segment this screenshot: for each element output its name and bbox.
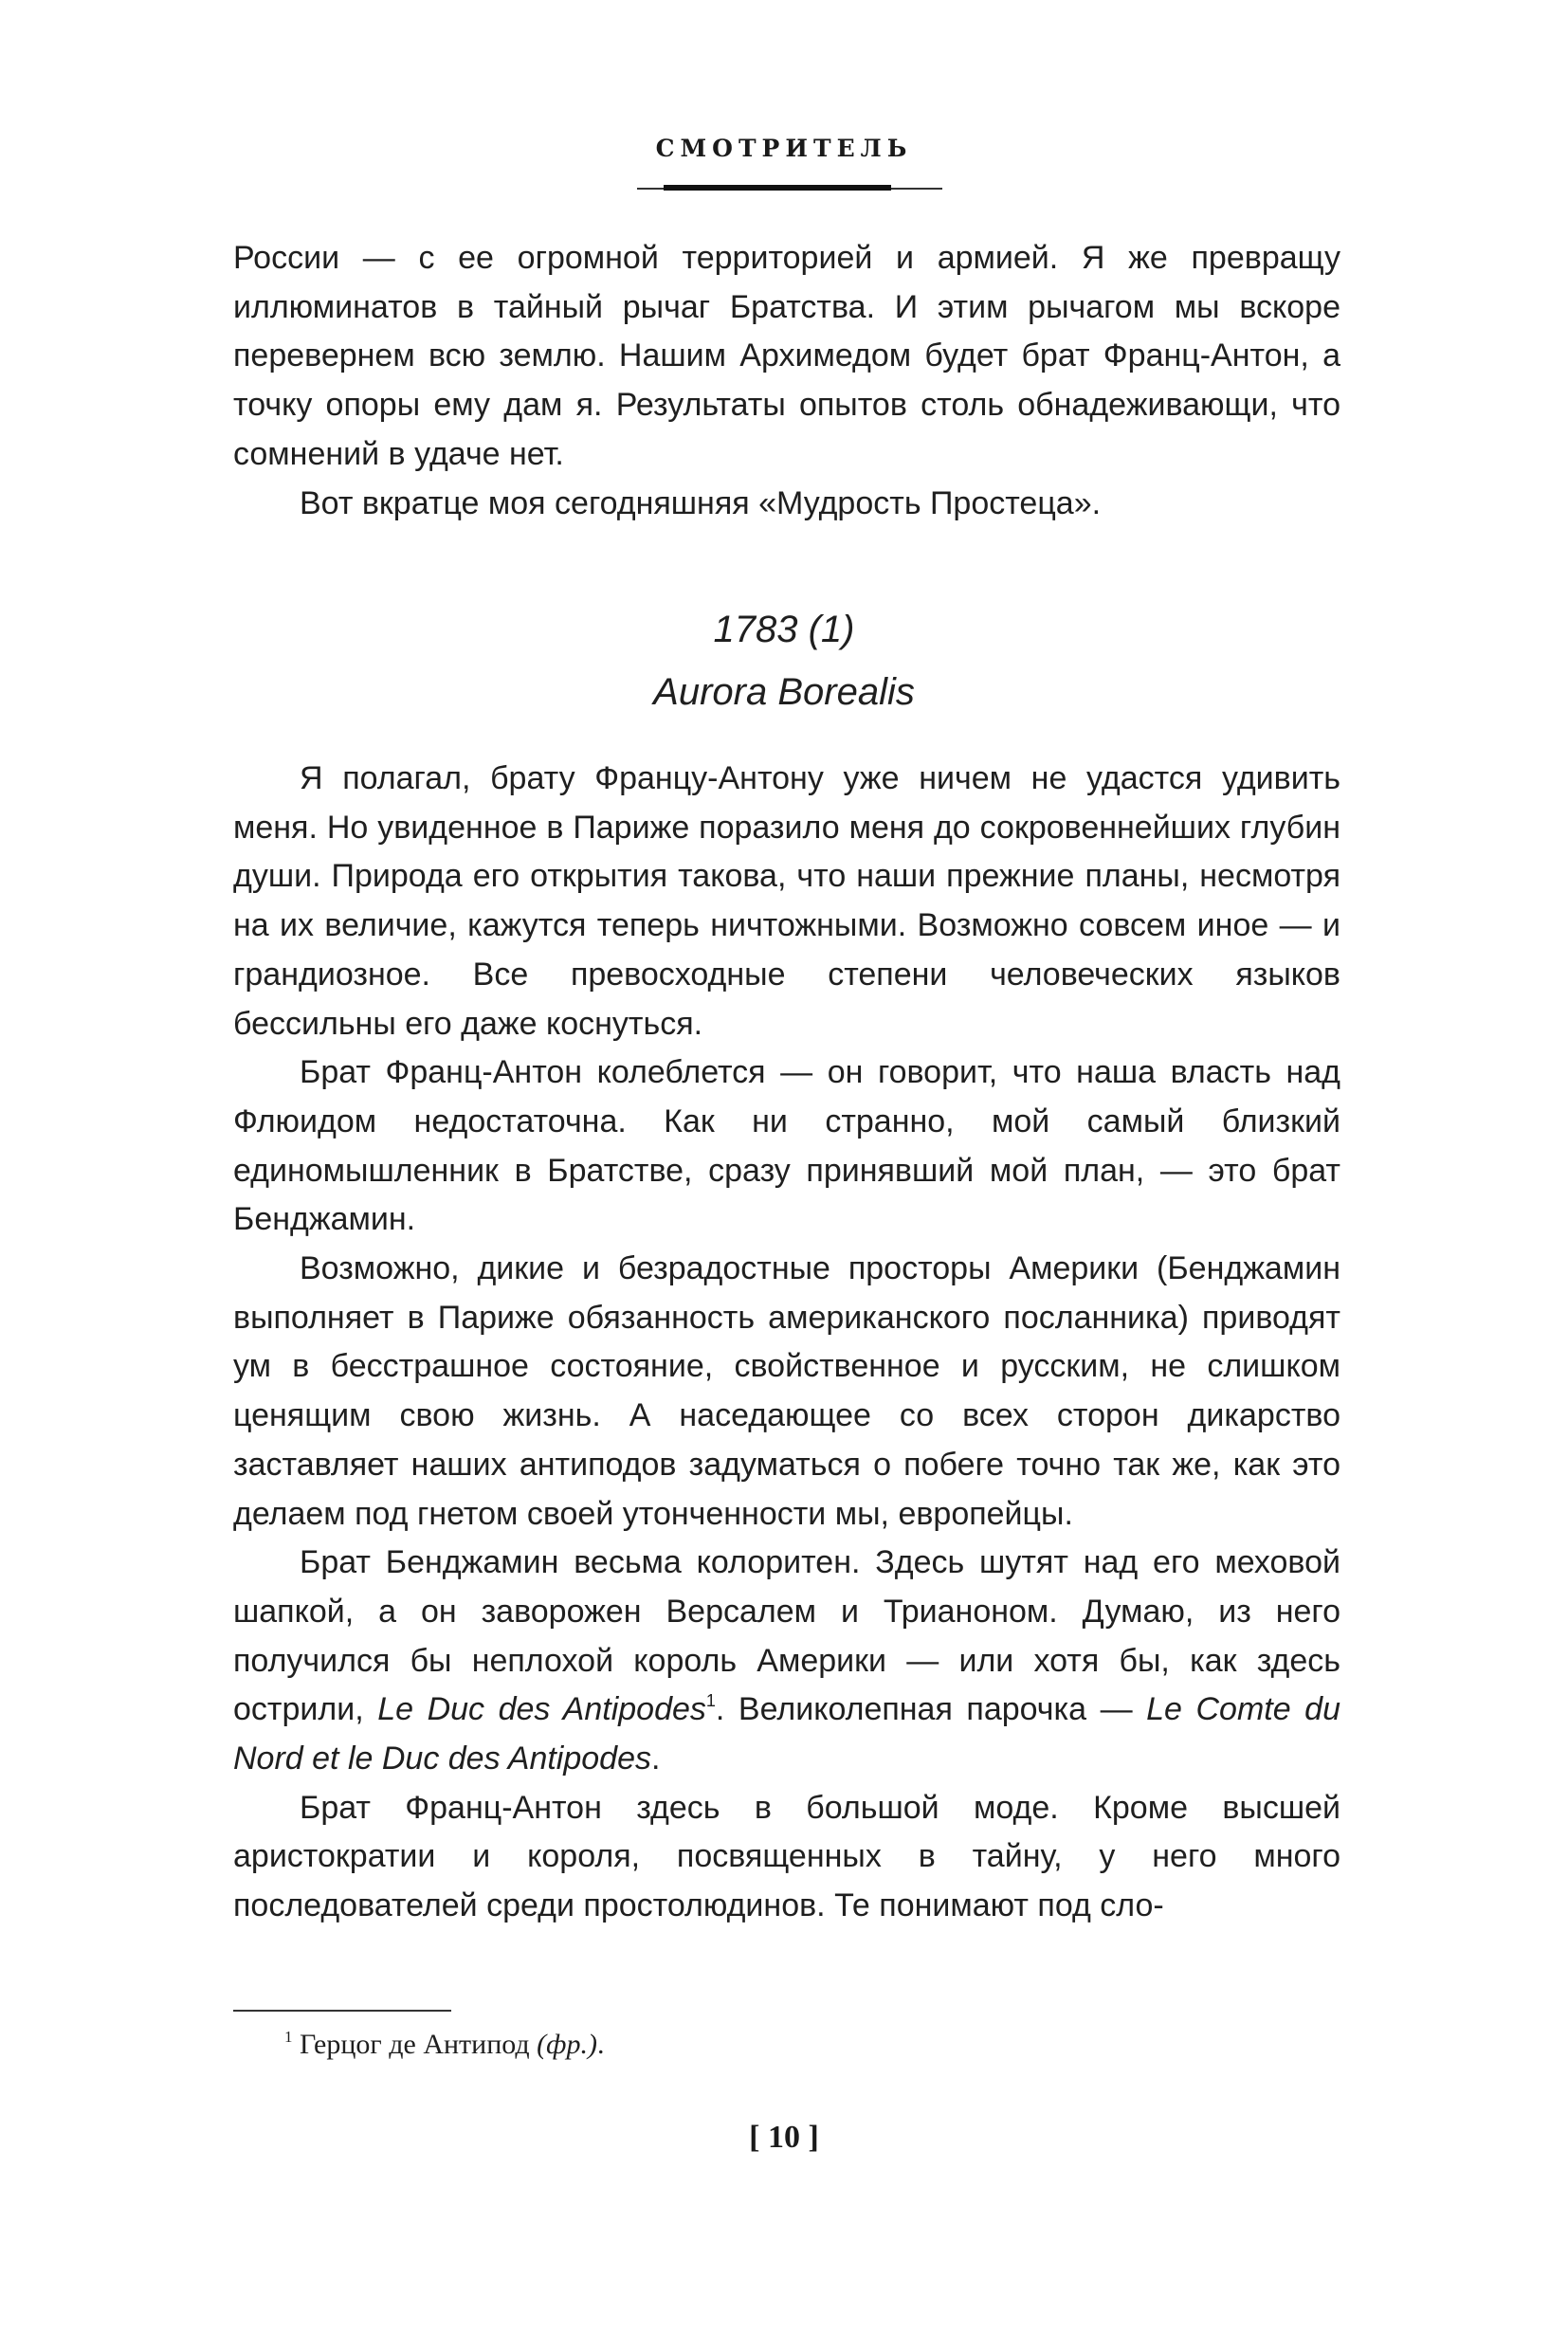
body-paragraph: Я полагал, брату Францу-Антону уже ничем не удастся удивить меня. Но увиденное в Париже поразило меня до сокровеннейших глубин души. Природа его открытия такова, что наши прежние планы, несмотря на их величие, кажутся теперь ничтожными. Возможно совсем иное — и грандиозное. Все превосходные степени человеческих языков бессильны его даже коснуться. xyxy=(233,760,1340,1042)
intro-paragraph: России — с ее огромной территорией и армией. Я же превращу иллюминатов в тайный рычаг Братства. И этим рычагом мы вскоре перевернем всю землю. Нашим Архимедом будет брат Франц-Антон, а точку опоры ему дам я. Результаты опытов столь обнадеживающи, что сомнений в удаче нет. xyxy=(233,240,1340,472)
running-head-rule-accent xyxy=(664,185,891,191)
section-year-heading: 1783 (1) xyxy=(713,609,855,650)
text-run: . Великолепная парочка — xyxy=(715,1691,1133,1728)
section-title-heading: Aurora Borealis xyxy=(653,671,915,713)
footnote-text: Герцог де Антипод xyxy=(300,2029,530,2060)
footnote xyxy=(284,2029,604,2061)
body-paragraph xyxy=(233,1539,1340,1784)
body-paragraph: Брат Франц-Антон здесь в большой моде. Кроме высшей аристократии и короля, посвященных в тайну, у него много последователей среди простолюдинов. Те понимают под сло- xyxy=(233,1789,1340,1924)
section-text-block xyxy=(233,755,1340,1931)
footnote-reference[interactable]: 1 xyxy=(705,1691,716,1711)
page-number: [ 10 ] xyxy=(749,2120,819,2155)
intro-text-block xyxy=(233,234,1340,528)
footnote-marker: 1 xyxy=(284,2028,293,2046)
body-paragraph: Возможно, дикие и безрадостные просторы Америки (Бенджамин выполняет в Париже обязанность американского посланника) приводят ум в бесстрашное состояние, свойственное и русским, не слишком ценящим свою жизнь. А наседающее со всех сторон дикарство заставляет наших антиподов задуматься о побеге точно так же, как это делаем под гнетом своей утонченности мы, европейцы. xyxy=(233,1250,1340,1532)
intro-paragraph: Вот вкратце моя сегодняшняя «Мудрость Простеца». xyxy=(300,484,1102,521)
body-paragraph: Брат Франц-Антон колеблется — он говорит, что наша власть над Флюидом недостаточна. Как ни странно, мой самый близкий единомышленник в Братстве, сразу принявший мой план, — это брат Бенджамин. xyxy=(233,1054,1340,1238)
italic-phrase: Le Duc des Antipodes xyxy=(377,1691,706,1728)
running-head: СМОТРИТЕЛЬ xyxy=(655,135,913,162)
text-run: . xyxy=(651,1740,661,1777)
text-run: Брат Бенджамин весьма колоритен. Здесь шутят над его меховой шапкой, а он заворожен Версалем и Трианоном. Думаю, из него получился бы неплохой король Америки — или хотя бы, как здесь острили, xyxy=(233,1544,1340,1728)
footnote-rule xyxy=(233,2010,451,2012)
footnote-end: . xyxy=(596,2029,605,2060)
italic-phrase: Le Comte du Nord et le Duc des Antipodes xyxy=(233,1691,1340,1777)
footnote-language: (фр.) xyxy=(537,2029,597,2060)
